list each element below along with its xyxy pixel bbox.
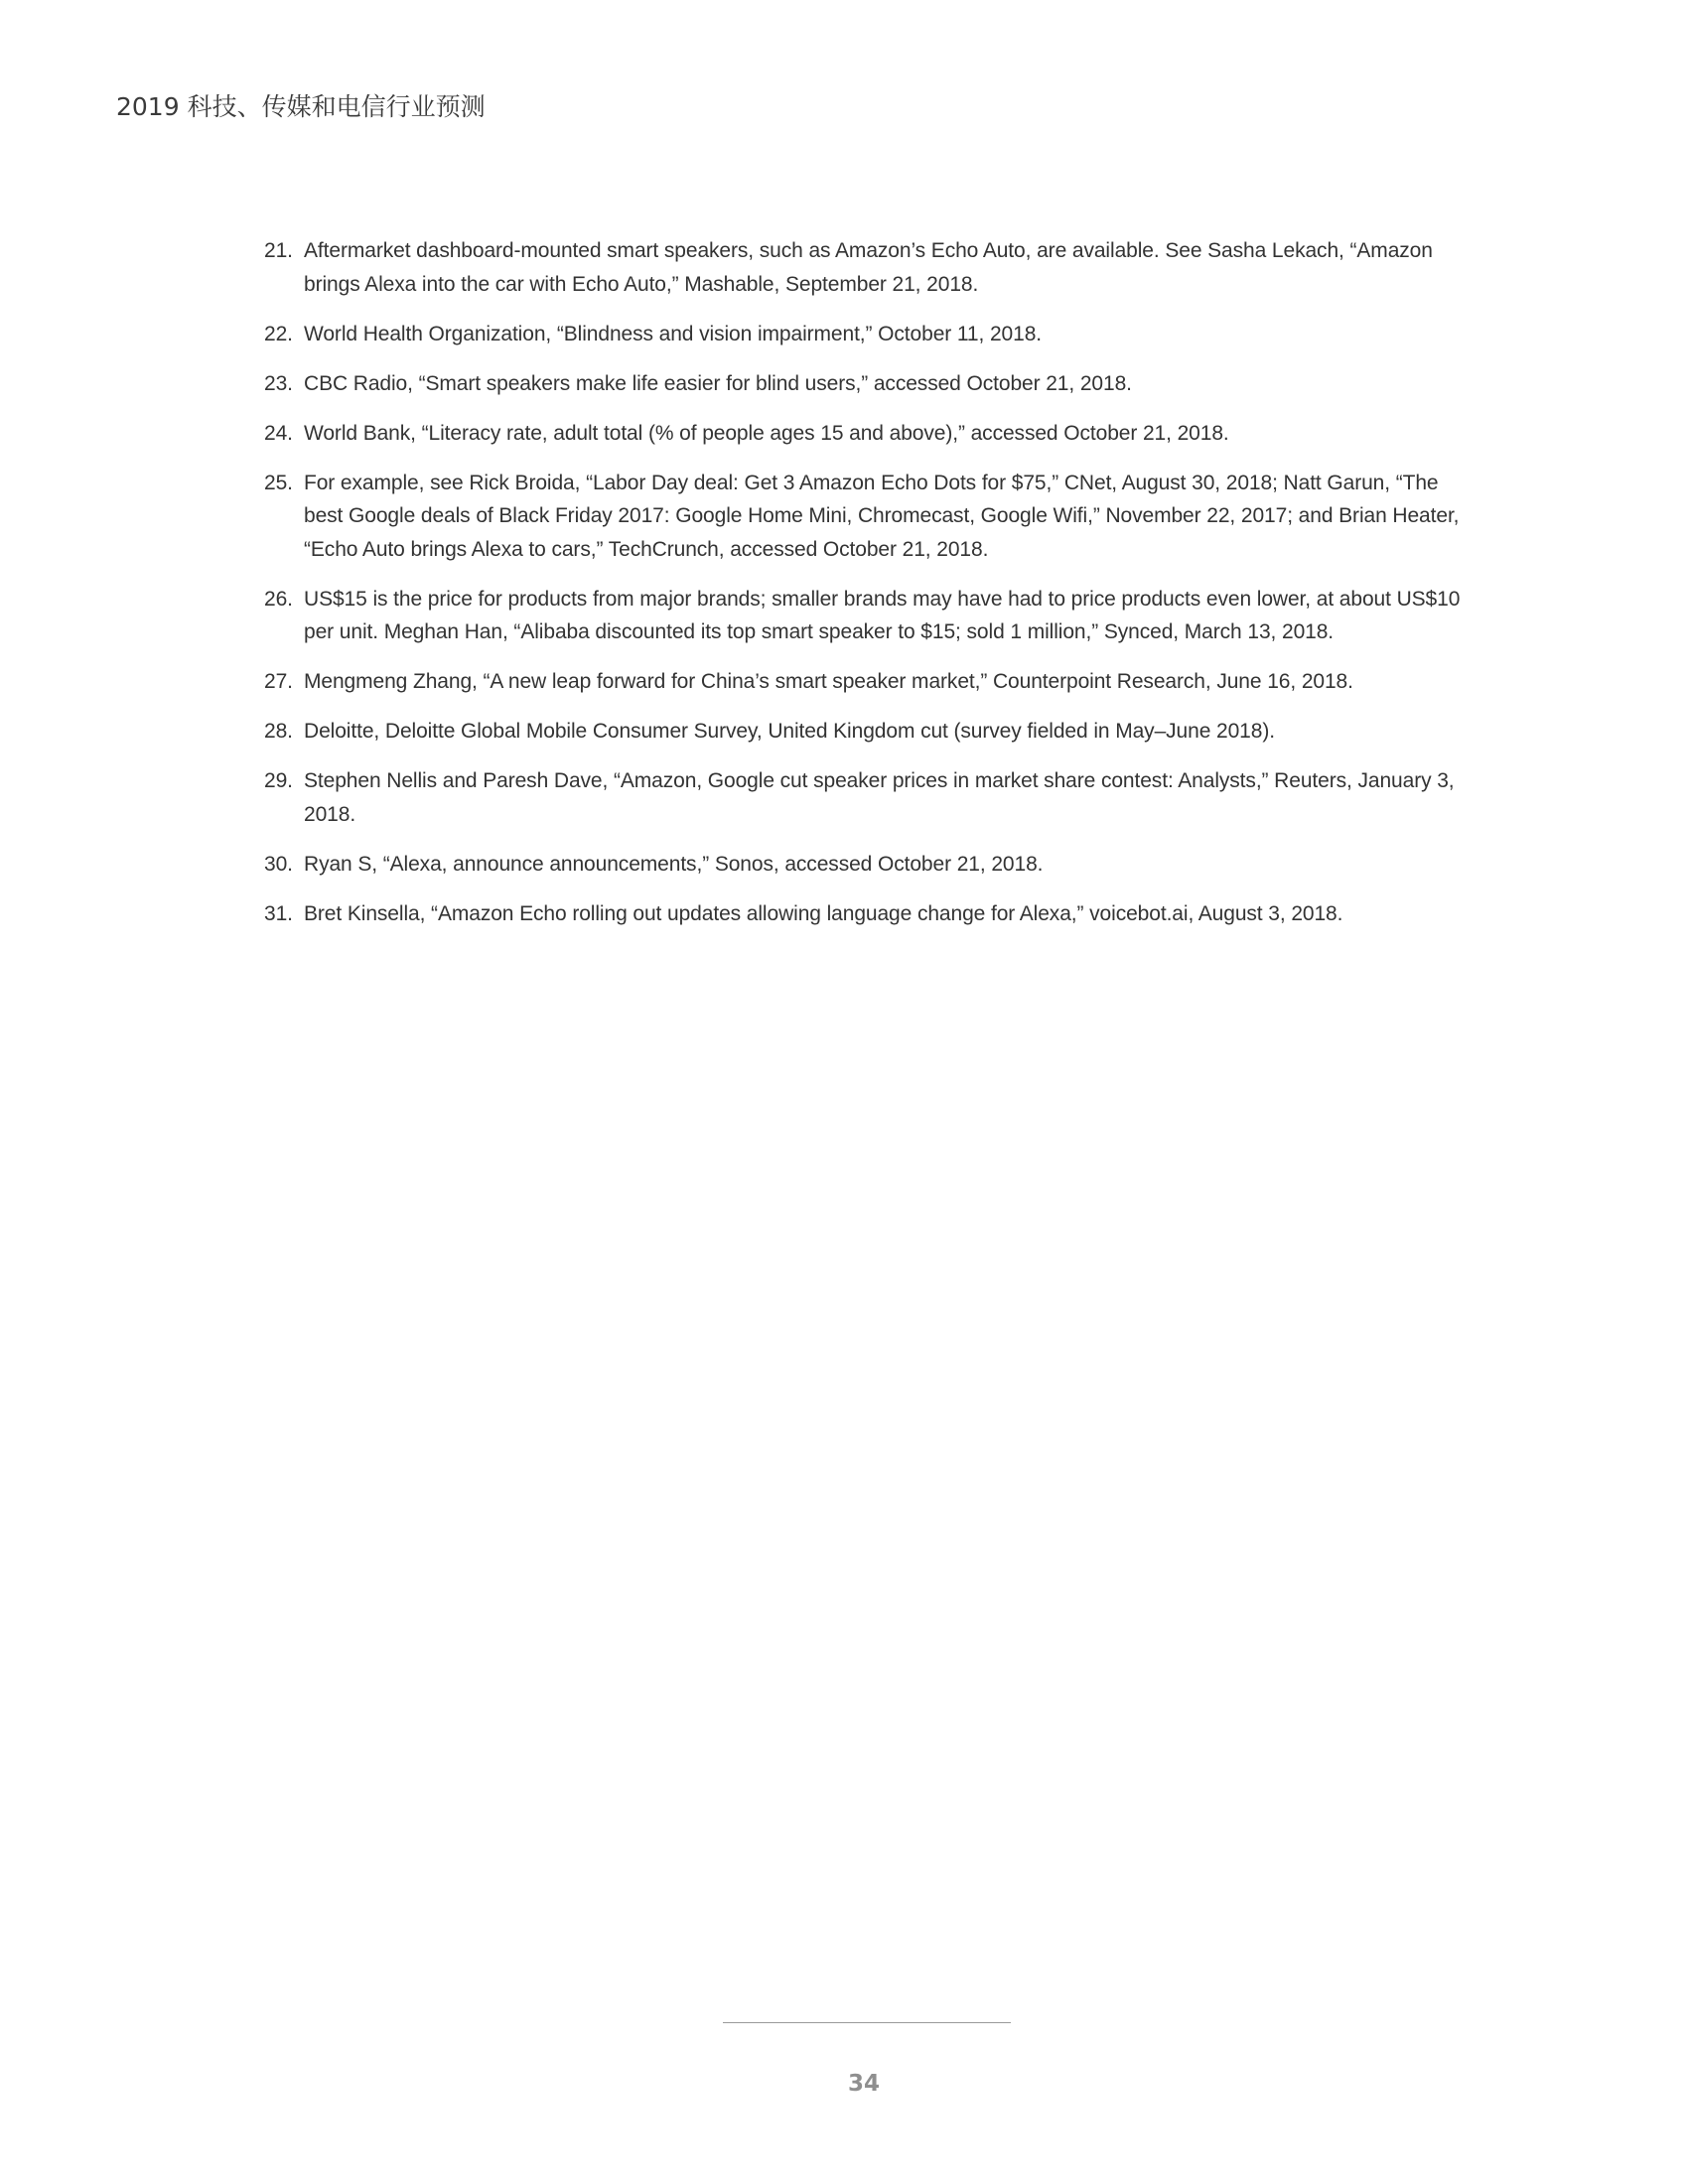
endnote-text: US$15 is the price for products from major brands; smaller brands may have had to price products even lower, at about US$10 per unit. Meghan Han, “Alibaba discounted its top smart speaker to $15; sold 1 million,” Synced, March 13, 2018.	[304, 587, 1461, 643]
endnote-item	[264, 467, 1476, 567]
endnote-text: Ryan S, “Alexa, announce announcements,” Sonos, accessed October 21, 2018.	[304, 852, 1044, 876]
endnote-number: 27.	[264, 670, 293, 693]
endnote-item	[264, 848, 1476, 882]
endnote-item	[264, 583, 1476, 649]
endnote-text: World Health Organization, “Blindness and vision impairment,” October 11, 2018.	[304, 322, 1043, 345]
endnote-item	[264, 715, 1476, 749]
endnote-text: World Bank, “Literacy rate, adult total (% of people ages 15 and above),” accessed October 21, 2018.	[304, 421, 1229, 445]
endnote-number: 30.	[264, 852, 293, 876]
endnote-number: 26.	[264, 587, 293, 611]
endnote-text: CBC Radio, “Smart speakers make life easier for blind users,” accessed October 21, 2018.	[304, 371, 1132, 395]
endnote-text: Mengmeng Zhang, “A new leap forward for China’s smart speaker market,” Counterpoint Research, June 16, 2018.	[304, 670, 1353, 693]
endnote-number: 23.	[264, 371, 293, 395]
endnote-item	[264, 764, 1476, 831]
endnote-item	[264, 897, 1476, 931]
endnote-number: 24.	[264, 421, 293, 445]
endnotes-list	[264, 234, 1476, 947]
endnote-number: 31.	[264, 901, 293, 925]
page-number: 34	[847, 2071, 880, 2097]
endnote-number: 28.	[264, 720, 293, 743]
endnote-text: For example, see Rick Broida, “Labor Day deal: Get 3 Amazon Echo Dots for $75,” CNet, August 30, 2018; Natt Garun, “The best Google deals of Black Friday 2017: Google Home Mini, Chromecast, Google Wifi,” November 22, 2017; and Brian Heater, “Echo Auto brings Alexa to cars,” TechCrunch, accessed October 21, 2018.	[304, 471, 1460, 561]
footer-divider	[723, 2022, 1011, 2023]
endnote-number: 21.	[264, 239, 293, 262]
endnote-number: 22.	[264, 322, 293, 345]
page-header-title: 2019 科技、传媒和电信行业预测	[116, 92, 486, 121]
endnote-item	[264, 234, 1476, 301]
endnote-item	[264, 665, 1476, 699]
endnote-item	[264, 318, 1476, 351]
endnote-text: Aftermarket dashboard-mounted smart speakers, such as Amazon’s Echo Auto, are available. See Sasha Lekach, “Amazon brings Alexa into the car with Echo Auto,” Mashable, September 21, 2018.	[304, 239, 1433, 296]
endnote-item	[264, 367, 1476, 401]
endnote-text: Bret Kinsella, “Amazon Echo rolling out updates allowing language change for Alexa,” voicebot.ai, August 3, 2018.	[304, 901, 1343, 925]
endnote-text: Stephen Nellis and Paresh Dave, “Amazon, Google cut speaker prices in market share contest: Analysts,” Reuters, January 3, 2018.	[304, 769, 1455, 826]
endnote-text: Deloitte, Deloitte Global Mobile Consumer Survey, United Kingdom cut (survey fielded in May–June 2018).	[304, 720, 1275, 743]
endnote-number: 25.	[264, 471, 293, 494]
endnote-item	[264, 417, 1476, 451]
endnote-number: 29.	[264, 769, 293, 792]
